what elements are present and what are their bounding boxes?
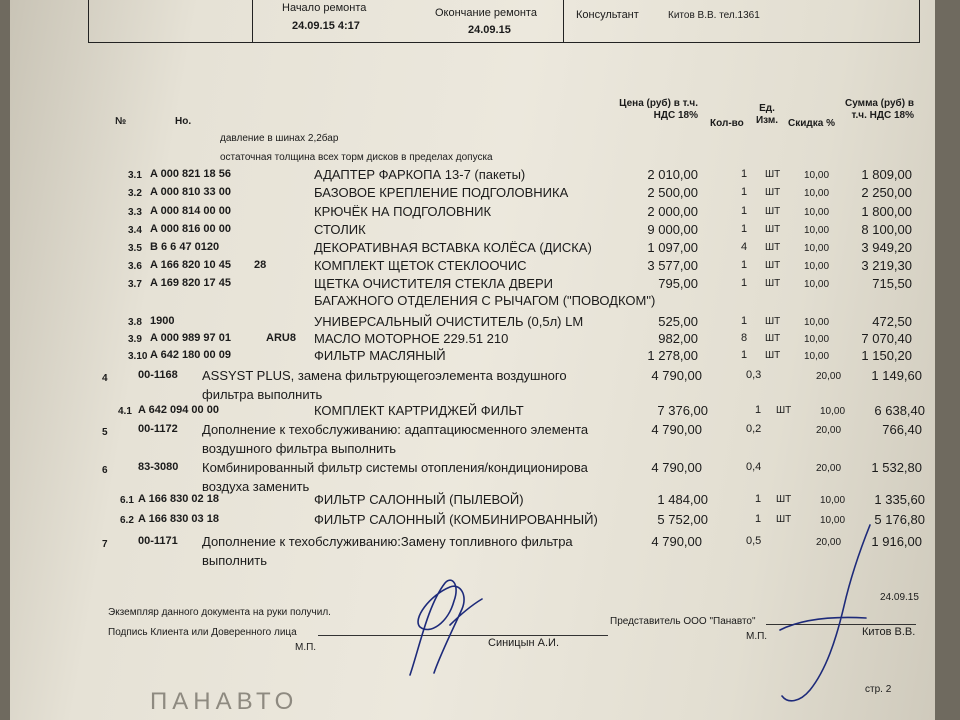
service-qty: 0,4 (746, 461, 762, 473)
note-brake-discs: остаточная толщина всех торм дисков в пределах допуска (220, 152, 493, 163)
service-sum: 1 532,80 (871, 460, 922, 475)
row-sum: 8 100,00 (861, 222, 912, 237)
row-discount: 10,00 (804, 225, 830, 236)
service-code: 00-1172 (138, 423, 178, 435)
row-num: 3.10 (128, 351, 148, 362)
row-name-cont: БАГАЖНОГО ОТДЕЛЕНИЯ С РЫЧАГОМ ("ПОВОДКОМ") (314, 293, 656, 308)
row-num: 3.2 (128, 188, 142, 199)
row-unit: ШТ (765, 169, 781, 180)
row-discount: 10,00 (820, 495, 846, 506)
service-code: 00-1168 (138, 369, 178, 381)
row-code: A 000 816 00 00 (150, 223, 231, 235)
row-unit: ШТ (765, 316, 781, 327)
row-code: A 000 810 33 00 (150, 186, 231, 198)
consultant-label: Консультант (576, 9, 639, 21)
row-num: 3.5 (128, 243, 142, 254)
row-num: 3.4 (128, 225, 142, 236)
row-qty: 1 (741, 349, 748, 361)
row-discount: 10,00 (804, 243, 830, 254)
panavto-logo: ПАНАВТО (150, 688, 299, 715)
row-num: 4.1 (118, 406, 132, 417)
consultant-value: Китов В.В. тел.1361 (668, 10, 760, 21)
row-name: БАЗОВОЕ КРЕПЛЕНИЕ ПОДГОЛОВНИКА (314, 185, 569, 200)
service-discount: 20,00 (816, 371, 842, 382)
row-qty: 1 (741, 277, 748, 289)
row-price: 525,00 (658, 314, 698, 329)
service-name: Комбинированный фильтр системы отопления/кондиционирова (202, 460, 588, 475)
footer-date: 24.09.15 (880, 592, 919, 603)
row-unit: ШТ (765, 278, 781, 289)
row-price: 1 278,00 (647, 348, 698, 363)
row-code: A 166 830 02 18 (138, 493, 219, 505)
row-unit: ШТ (776, 405, 792, 416)
row-sum: 1 800,00 (861, 204, 912, 219)
repair-start-value: 24.09.15 4:17 (292, 20, 360, 32)
row-num: 3.3 (128, 207, 142, 218)
received-text: Экземпляр данного документа на руки получил. (108, 607, 331, 618)
row-price: 7 376,00 (657, 403, 708, 418)
service-name: ASSYST PLUS, замена фильтрующегоэлемента воздушного (202, 368, 567, 383)
row-code-extra: 28 (254, 259, 267, 271)
client-signature-label: Подпись Клиента или Доверенного лица (108, 627, 297, 638)
row-discount: 10,00 (804, 207, 830, 218)
service-price: 4 790,00 (651, 368, 702, 383)
row-sum: 3 219,30 (861, 258, 912, 273)
row-num: 3.8 (128, 317, 142, 328)
row-qty: 8 (741, 332, 748, 344)
row-qty: 1 (741, 223, 748, 235)
row-name: КОМПЛЕКТ КАРТРИДЖЕЙ ФИЛЬТ (314, 403, 524, 418)
repair-start-label: Начало ремонта (282, 2, 367, 14)
col-num: № (115, 116, 127, 127)
row-code: B 6 6 47 0120 (150, 241, 220, 253)
service-sum: 1 149,60 (871, 368, 922, 383)
row-num: 6.2 (120, 515, 134, 526)
row-sum: 1 335,60 (874, 492, 925, 507)
row-code-extra: ARU8 (266, 332, 296, 344)
row-code: 1900 (150, 315, 175, 327)
page-number: стр. 2 (865, 684, 892, 695)
col-qty: Кол-во (710, 118, 744, 129)
client-signature (390, 565, 500, 685)
row-sum: 1 150,20 (861, 348, 912, 363)
row-price: 1 097,00 (647, 240, 698, 255)
service-discount: 20,00 (816, 537, 842, 548)
service-num: 4 (102, 373, 108, 384)
row-code: A 166 820 10 45 (150, 259, 231, 271)
row-unit: ШТ (776, 494, 792, 505)
row-unit: ШТ (765, 242, 781, 253)
row-discount: 10,00 (820, 515, 846, 526)
row-price: 2 010,00 (647, 167, 698, 182)
representative-name: Китов В.В. (862, 626, 916, 638)
row-num: 3.7 (128, 279, 142, 290)
row-discount: 10,00 (804, 188, 830, 199)
row-sum: 5 176,80 (874, 512, 925, 527)
row-name: МАСЛО МОТОРНОЕ 229.51 210 (314, 331, 509, 346)
row-name: ФИЛЬТР САЛОННЫЙ (ПЫЛЕВОЙ) (314, 492, 524, 507)
row-name: УНИВЕРСАЛЬНЫЙ ОЧИСТИТЕЛЬ (0,5л) LM (314, 314, 584, 329)
row-num: 3.6 (128, 261, 142, 272)
service-price: 4 790,00 (651, 534, 702, 549)
col-sum: Сумма (руб) в т.ч. НДС 18% (845, 98, 914, 121)
row-code: A 642 180 00 09 (150, 349, 231, 361)
row-sum: 715,50 (872, 276, 912, 291)
service-name-cont: воздушного фильтра выполнить (202, 441, 397, 456)
row-code: A 642 094 00 00 (138, 404, 219, 416)
note-tire-pressure: давление в шинах 2,2бар (220, 133, 339, 144)
row-sum: 6 638,40 (874, 403, 925, 418)
row-discount: 10,00 (804, 170, 830, 181)
row-price: 795,00 (658, 276, 698, 291)
row-code: A 000 989 97 01 (150, 332, 231, 344)
row-num: 3.1 (128, 170, 142, 181)
service-num: 5 (102, 427, 108, 438)
row-name: СТОЛИК (314, 222, 366, 237)
row-qty: 1 (741, 315, 748, 327)
service-name: Дополнение к техобслуживанию: адаптациюсменного элемента (202, 422, 589, 437)
row-unit: ШТ (765, 333, 781, 344)
service-sum: 766,40 (882, 422, 922, 437)
row-discount: 10,00 (804, 351, 830, 362)
row-name: ЩЕТКА ОЧИСТИТЕЛЯ СТЕКЛА ДВЕРИ (314, 276, 553, 291)
col-price: Цена (руб) в т.ч. НДС 18% (619, 98, 698, 121)
service-name-cont: воздуха заменить (202, 479, 310, 494)
row-unit: ШТ (765, 350, 781, 361)
header-divider-right (563, 0, 564, 43)
service-code: 00-1171 (138, 535, 178, 547)
row-price: 1 484,00 (657, 492, 708, 507)
service-code: 83-3080 (138, 461, 179, 473)
service-qty: 0,2 (746, 423, 762, 435)
service-discount: 20,00 (816, 463, 842, 474)
service-qty: 0,5 (746, 535, 762, 547)
col-no: Но. (175, 116, 192, 127)
row-sum: 2 250,00 (861, 185, 912, 200)
row-unit: ШТ (765, 187, 781, 198)
representative-signature (770, 520, 880, 710)
representative-stamp-label: М.П. (746, 631, 768, 642)
row-name: КОМПЛЕКТ ЩЕТОК СТЕКЛООЧИС (314, 258, 527, 273)
client-stamp-label: М.П. (295, 642, 317, 653)
row-name: ФИЛЬТР САЛОННЫЙ (КОМБИНИРОВАННЫЙ) (314, 512, 598, 527)
row-qty: 1 (755, 513, 762, 525)
representative-label: Представитель ООО "Панавто" (610, 616, 756, 627)
row-qty: 1 (755, 404, 762, 416)
row-name: АДАПТЕР ФАРКОПА 13-7 (пакеты) (314, 167, 526, 182)
service-sum: 1 916,00 (871, 534, 922, 549)
repair-end-value: 24.09.15 (468, 24, 511, 36)
service-num: 7 (102, 539, 108, 550)
row-name: КРЮЧЁК НА ПОДГОЛОВНИК (314, 204, 492, 219)
row-discount: 10,00 (820, 406, 846, 417)
service-price: 4 790,00 (651, 460, 702, 475)
invoice-paper (10, 0, 935, 720)
row-qty: 1 (741, 186, 748, 198)
row-code: A 000 814 00 00 (150, 205, 231, 217)
row-name: ФИЛЬТР МАСЛЯНЫЙ (314, 348, 446, 363)
client-name: Синицын А.И. (488, 637, 560, 649)
row-sum: 3 949,20 (861, 240, 912, 255)
row-price: 2 000,00 (647, 204, 698, 219)
service-name-cont: фильтра выполнить (202, 387, 323, 402)
row-unit: ШТ (765, 260, 781, 271)
service-name-cont: выполнить (202, 553, 267, 568)
row-sum: 472,50 (872, 314, 912, 329)
service-num: 6 (102, 465, 108, 476)
service-discount: 20,00 (816, 425, 842, 436)
service-qty: 0,3 (746, 369, 762, 381)
row-unit: ШТ (776, 514, 792, 525)
row-price: 982,00 (658, 331, 698, 346)
row-code: A 000 821 18 56 (150, 168, 231, 180)
row-discount: 10,00 (804, 261, 830, 272)
row-discount: 10,00 (804, 334, 830, 345)
service-price: 4 790,00 (651, 422, 702, 437)
row-discount: 10,00 (804, 279, 830, 290)
repair-end-label: Окончание ремонта (435, 7, 537, 19)
header-divider-left (252, 0, 253, 43)
row-price: 5 752,00 (657, 512, 708, 527)
row-qty: 1 (741, 168, 748, 180)
service-name: Дополнение к техобслуживанию:Замену топливного фильтра (202, 534, 573, 549)
row-qty: 1 (741, 259, 748, 271)
row-discount: 10,00 (804, 317, 830, 328)
row-price: 3 577,00 (647, 258, 698, 273)
row-price: 2 500,00 (647, 185, 698, 200)
col-unit: Ед. Изм. (755, 103, 779, 126)
row-code: A 166 830 03 18 (138, 513, 219, 525)
row-unit: ШТ (765, 224, 781, 235)
row-code: A 169 820 17 45 (150, 277, 231, 289)
row-unit: ШТ (765, 206, 781, 217)
row-qty: 1 (741, 205, 748, 217)
col-discount: Скидка % (788, 118, 835, 129)
row-sum: 7 070,40 (861, 331, 912, 346)
row-qty: 4 (741, 241, 748, 253)
row-num: 3.9 (128, 334, 142, 345)
row-qty: 1 (755, 493, 762, 505)
row-num: 6.1 (120, 495, 134, 506)
row-sum: 1 809,00 (861, 167, 912, 182)
row-name: ДЕКОРАТИВНАЯ ВСТАВКА КОЛЁСА (ДИСКА) (314, 240, 592, 255)
row-price: 9 000,00 (647, 222, 698, 237)
